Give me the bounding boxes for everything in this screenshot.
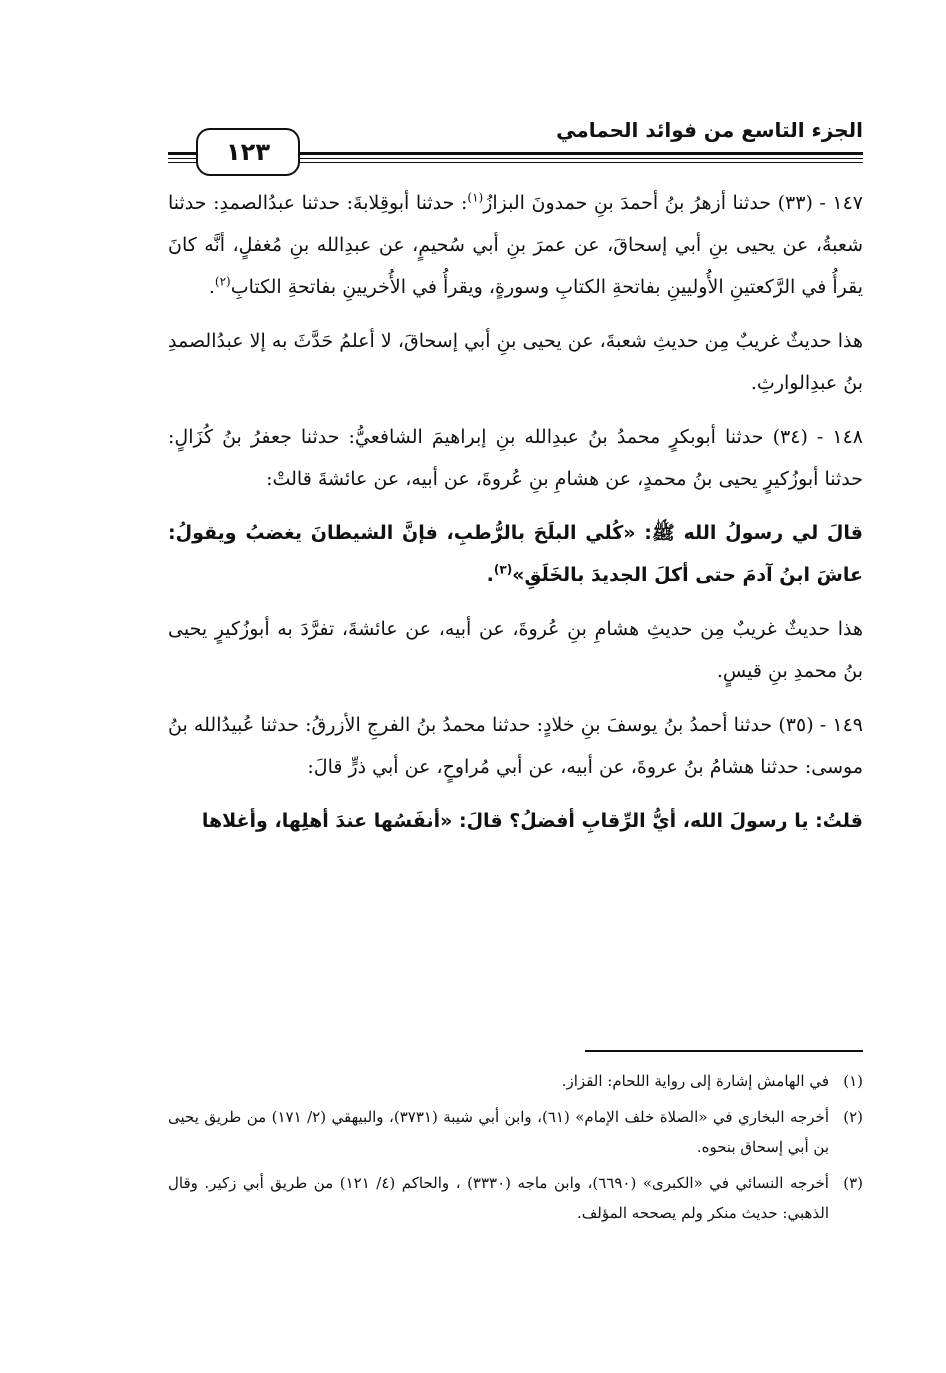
- footnote-item: [168, 1168, 863, 1228]
- text-segment: .: [208, 276, 215, 298]
- text-segment: ١٤٧ - (٣٣) حدثنا أزهرُ بنُ أحمدَ بنِ حمدونَ البزازُ: [483, 192, 863, 214]
- footnote-item: [168, 1066, 863, 1096]
- page-header: [168, 118, 863, 178]
- main-text: [168, 182, 863, 854]
- footnote-item: [168, 1102, 863, 1162]
- commentary-paragraph: هذا حديثٌ غريبٌ مِن حديثِ شعبةَ، عن يحيى بنِ أبي إسحاقَ، لا أعلمُ حَدَّثَ به إلا عبدُالصمدِ بنُ عبدِالوارثِ.: [168, 330, 863, 394]
- footnote-mark: (١): [843, 1072, 863, 1090]
- footnote-separator: [585, 1050, 863, 1052]
- hadith-matn-paragraph: [168, 512, 863, 596]
- footnote-mark: (٢): [843, 1108, 863, 1126]
- footnote-ref-1[interactable]: (١): [467, 190, 484, 205]
- footnote-ref-3[interactable]: (٣): [493, 562, 513, 577]
- hadith-matn-paragraph: قلتُ: يا رسولَ الله، أيُّ الرِّقابِ أفضلُ؟ قالَ: «أنفَسُها عندَ أهلِها، وأغلاها: [201, 810, 863, 832]
- text-segment: قالَ لي رسولُ الله ﷺ: «كُلي البلَحَ بالرُّطبِ، فإنَّ الشيطانَ يغضبُ ويقولُ: عاشَ ابنُ آدمَ حتى أكلَ الجديدَ بالخَلَقِ»: [168, 522, 863, 586]
- footnote-ref-2[interactable]: (٢): [214, 274, 231, 289]
- hadith-paragraph-148: ١٤٨ - (٣٤) حدثنا أبوبكرٍ محمدُ بنُ عبدِالله بنِ إبراهيمَ الشافعيُّ: حدثنا جعفرُ بنُ كُزَالٍ: حدثنا أبوزُكيرٍ يحيى بنُ محمدٍ، عن هشامِ بنِ عُروةَ، عن أبيه، عن عائشةَ قالتْ:: [168, 426, 863, 490]
- text-segment: : حدثنا أبوقِلابةَ: حدثنا عبدُالصمدِ: حدثنا شعبةُ، عن يحيى بنِ أبي إسحاقَ، عن عمرَ بنِ أبي سُحيمٍ، عن عبدِالله بنِ مُغفلٍ، أنَّه كانَ يقرأُ في الرَّكعتينِ الأُوليينِ بفاتحةِ الكتابِ وسورةٍ، ويقرأُ في الأُخريينِ بفاتحةِ الكتابِ: [168, 192, 863, 298]
- commentary-paragraph: هذا حديثٌ غريبٌ مِن حديثِ هشامِ بنِ عُروةَ، عن أبيه، عن عائشةَ، تفرَّدَ به أبوزُكيرٍ يحيى بنُ محمدِ بنِ قيسٍ.: [168, 618, 863, 682]
- footnote-text: أخرجه النسائي في «الكبرى» (٦٦٩٠)، وابن ماجه (٣٣٣٠) ، والحاكم (٤/ ١٢١) من طريق أبي زكير. وقال الذهبي: حديث منكر ولم يصححه المؤلف.: [168, 1174, 829, 1222]
- hadith-paragraph-147: [168, 182, 863, 308]
- page-number: ١٢٣: [226, 138, 270, 166]
- footnotes: [168, 1066, 863, 1234]
- running-title: الجزء التاسع من فوائد الحمامي: [556, 118, 863, 142]
- footnote-mark: (٣): [843, 1174, 863, 1192]
- page-number-frame: [196, 128, 300, 176]
- footnote-text: في الهامش إشارة إلى رواية اللحام: القزاز.: [561, 1072, 829, 1090]
- footnote-text: أخرجه البخاري في «الصلاة خلف الإمام» (٦١)، وابن أبي شيبة (٣٧٣١)، والبيهقي (٢/ ١٧١) من طريق يحيى بن أبي إسحاق بنحوه.: [168, 1108, 829, 1156]
- text-segment: .: [486, 564, 494, 586]
- hadith-paragraph-149: ١٤٩ - (٣٥) حدثنا أحمدُ بنُ يوسفَ بنِ خلادٍ: حدثنا محمدُ بنُ الفرجِ الأزرقُ: حدثنا عُبيدُالله بنُ موسى: حدثنا هشامُ بنُ عروةَ، عن أبيه، عن أبي مُراوحٍ، عن أبي ذرٍّ قالَ:: [168, 714, 863, 778]
